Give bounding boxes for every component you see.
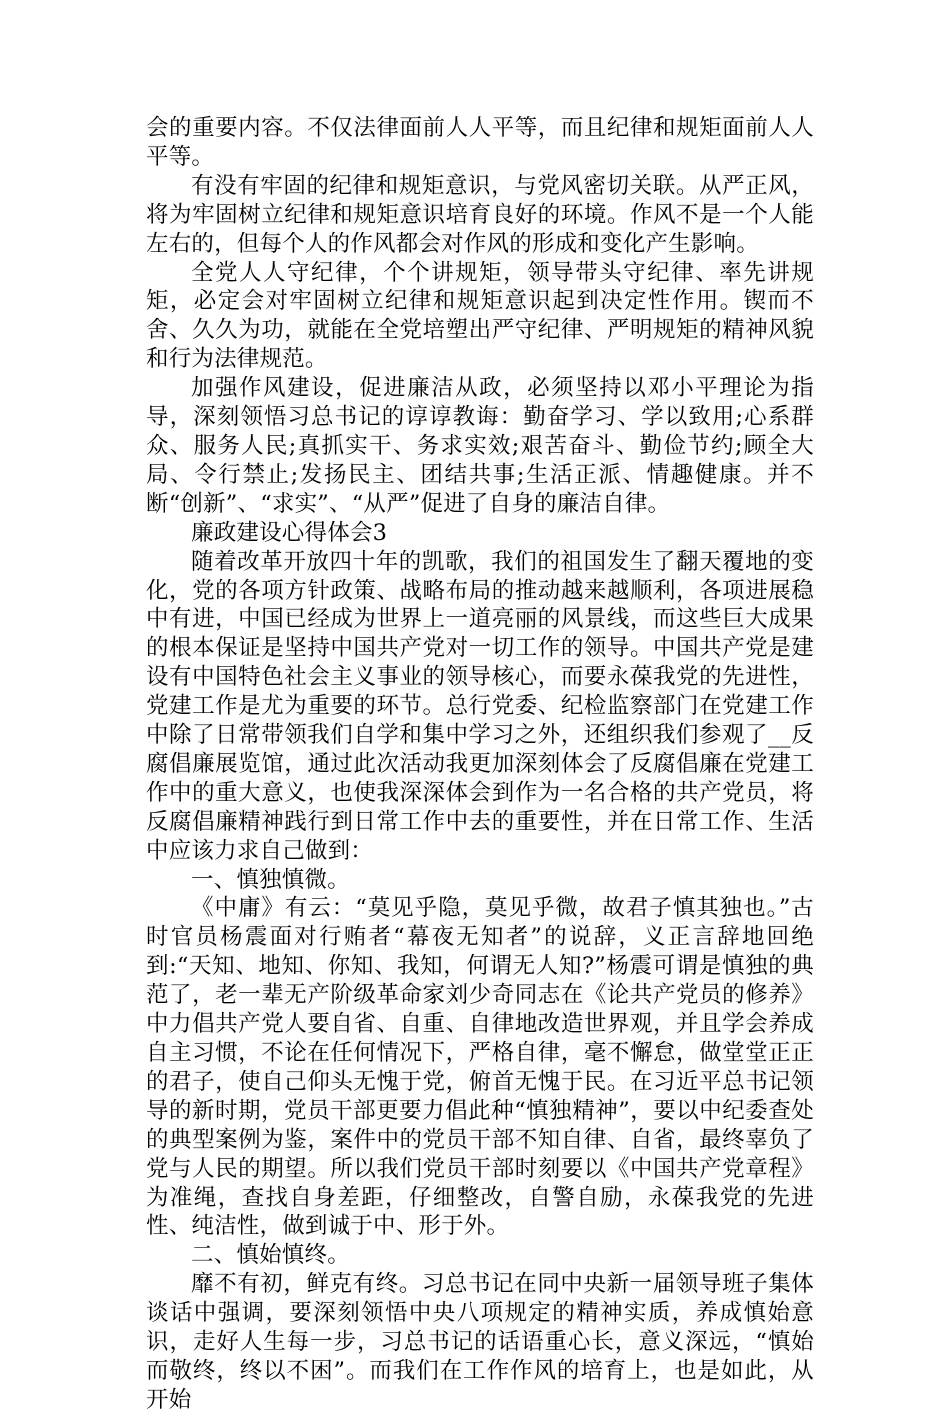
- paragraph-3: 全党人人守纪律，个个讲规矩，领导带头守纪律、率先讲规矩，必定会对牢固树立纪律和规矩意识起到决定性作用。锲而不舍、久久为功，就能在全党培塑出严守纪律、严明规矩的精神风貌和行为法律规范。: [146, 259, 814, 373]
- subheading-1: 一、慎独慎微。: [191, 866, 350, 893]
- paragraph-8: 《中庸》有云：“莫见乎隐，莫见乎微，故君子慎其独也。”古时官员杨震面对行贿者“幕夜无知者”的说辞，义正言辞地回绝到:“天知、地知、你知、我知，何谓无人知?”杨震可谓是慎独的典范了，老一辈无产阶级革命家刘少奇同志在《论共产党员的修养》中力倡共产党人要自省、自重、自律地改造世界观，并且学会养成自主习惯，不论在任何情况下，严格自律，毫不懈怠，做堂堂正正的君子，使自己仰头无愧于党，俯首无愧于民。在习近平总书记领导的新时期，党员干部更要力倡此种“慎独精神”，要以中纪委查处的典型案例为鉴，案件中的党员干部不知自律、自省，最终辜负了党与人民的期望。所以我们党员干部时刻要以《中国共产党章程》为准绳，查找自身差距，仔细整改，自警自励，永葆我党的先进性、纯洁性，做到诚于中、形于外。: [146, 895, 814, 1240]
- paragraph-4: 加强作风建设，促进廉洁从政，必须坚持以邓小平理论为指导，深刻领悟习总书记的谆谆教诲：勤奋学习、学以致用;心系群众、服务人民;真抓实干、务求实效;艰苦奋斗、勤俭节约;顾全大局、令行禁止;发扬民主、团结共事;生活正派、情趣健康。并不断“创新”、“求实”、“从严”促进了自身的廉洁自律。: [146, 375, 814, 517]
- document-body: [146, 114, 814, 1415]
- paragraph-2: 有没有牢固的纪律和规矩意识，与党风密切关联。从严正风，将为牢固树立纪律和规矩意识培育良好的环境。作风不是一个人能左右的，但每个人的作风都会对作风的形成和变化产生影响。: [146, 172, 814, 257]
- paragraph-10: 靡不有初，鲜克有终。习总书记在同中央新一届领导班子集体谈话中强调，要深刻领悟中央八项规定的精神实质，养成慎始意识，走好人生每一步，习总书记的话语重心长，意义深远，“慎始而敬终，终以不困”。而我们在工作作风的培育上，也是如此，从开始: [146, 1271, 814, 1413]
- paragraph-6: 随着改革开放四十年的凯歌，我们的祖国发生了翻天覆地的变化，党的各项方针政策、战略布局的推动越来越顺利，各项进展稳中有进，中国已经成为世界上一道亮丽的风景线，而这些巨大成果的根本保证是坚持中国共产党对一切工作的领导。中国共产党是建设有中国特色社会主义事业的领导核心，而要永葆我党的先进性，党建工作是尤为重要的环节。总行党委、纪检监察部门在党建工作中除了日常带领我们自学和集中学习之外，还组织我们参观了__反腐倡廉展览馆，通过此次活动我更加深刻体会了反腐倡廉在党建工作中的重大意义，也使我深深体会到作为一名合格的共产党员，将反腐倡廉精神践行到日常工作中去的重要性，并在日常工作、生活中应该力求自己做到：: [146, 548, 814, 864]
- paragraph-1: 会的重要内容。不仅法律面前人人平等，而且纪律和规矩面前人人平等。: [146, 115, 814, 170]
- section-title: 廉政建设心得体会3: [191, 519, 388, 546]
- subheading-2: 二、慎始慎终。: [191, 1242, 350, 1269]
